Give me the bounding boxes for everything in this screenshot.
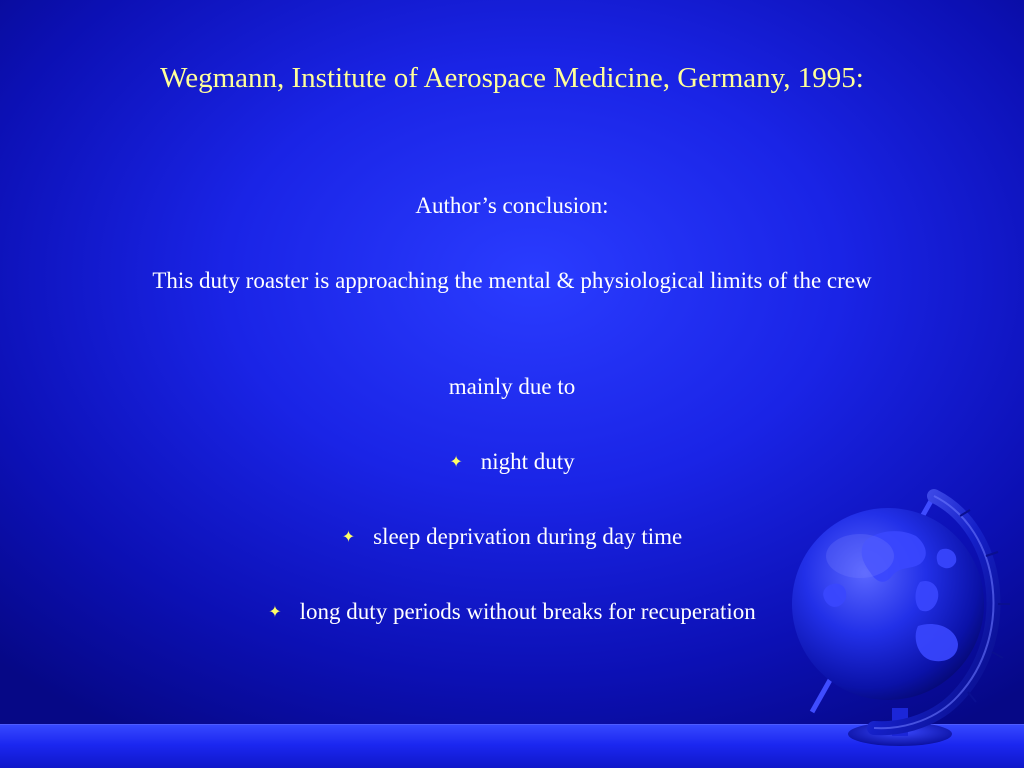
intro-text: Author’s conclusion: (415, 193, 609, 218)
bullet-text: long duty periods without breaks for recuperation (299, 599, 756, 624)
star-bullet-icon: ✦ (268, 602, 282, 621)
slide-title: Wegmann, Institute of Aerospace Medicine, Germany, 1995: (160, 62, 864, 94)
lead-in-text: mainly due to (448, 374, 576, 399)
star-bullet-icon: ✦ (341, 527, 356, 546)
globe-icon (788, 486, 1024, 768)
bullet-text: sleep deprivation during day time (373, 524, 683, 549)
bullet-item (0, 447, 1024, 477)
statement-text: This duty roaster is approaching the mental & physiological limits of the crew (152, 268, 872, 293)
bullet-text: night duty (480, 449, 575, 474)
star-bullet-icon: ✦ (449, 452, 463, 471)
